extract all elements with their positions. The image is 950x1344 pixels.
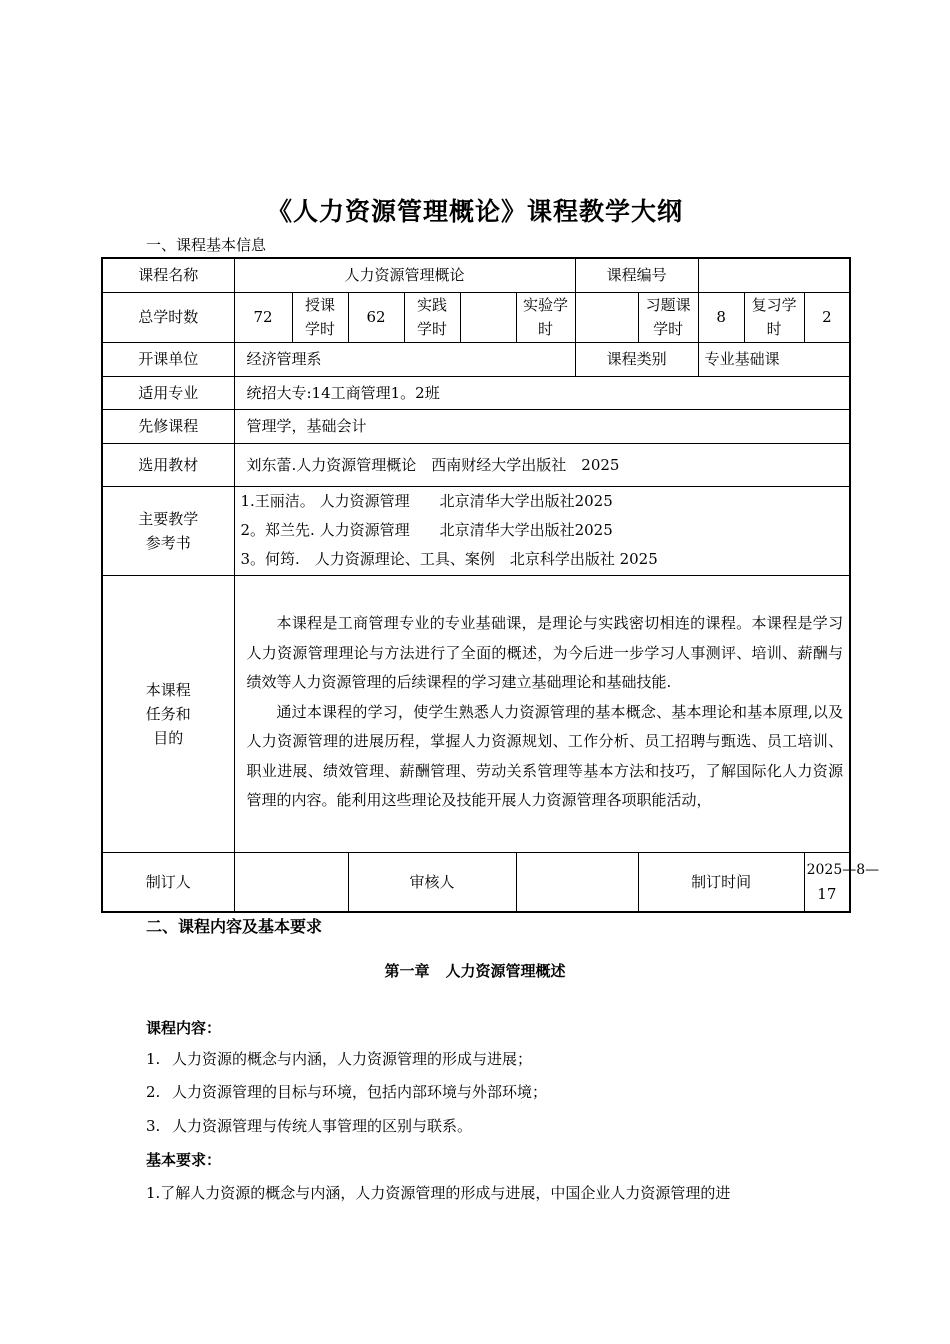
course-code-label: 课程编号: [575, 258, 698, 292]
requirement-item: 1.了解人力资源的概念与内涵，人力资源管理的形成与进展，中国企业人力资源管理的进: [146, 1184, 731, 1202]
chapter-heading: [0, 960, 950, 981]
page-title: 《人力资源管理概论》课程教学大纲: [266, 197, 683, 226]
task-paragraph-2: 通过本课程的学习，使学生熟悉人力资源管理的基本概念、基本理论和基本原理,以及人力资源管理的进展历程，掌握人力资源规划、工作分析、员工招聘与甄选、员工培训、职业进展、绩效管理、薪酬管理、劳动关系管理等基本方法和技巧，了解国际化人力资源管理的内容。能利用这些理论及技能开展人力资源管理各项职能活动，: [246, 702, 844, 810]
exercise-hours-label: 习题课学时: [638, 292, 698, 342]
task-label: [102, 575, 234, 852]
total-hours-label: 总学时数: [102, 292, 234, 342]
prereq-label: 先修课程: [102, 409, 234, 443]
textbook-value: 刘东蕾.人力资源管理概论 西南财经大学出版社 2025: [234, 443, 850, 486]
total-hours-value: 72: [234, 292, 292, 342]
review-hours-value: 2: [804, 292, 850, 342]
textbook-label: 选用教材: [102, 443, 234, 486]
reference-item: 3。何筠. 人力资源理论、工具、案例 北京科学出版社 2025: [240, 550, 658, 568]
reviewer-value: [516, 852, 638, 912]
content-item-number: 3.: [146, 1117, 161, 1135]
date-value-line-1: 2025—8—: [806, 861, 880, 878]
maker-value: [234, 852, 348, 912]
unit-label: 开课单位: [102, 342, 234, 376]
content-item-number: 1.: [146, 1050, 161, 1068]
lecture-hours-value: 62: [348, 292, 404, 342]
requirements-heading-text: 基本要求：: [146, 1151, 222, 1169]
lab-hours-label: 实验学时: [516, 292, 575, 342]
section-heading-basic-info: 一、课程基本信息: [146, 236, 267, 254]
maker-label: 制订人: [102, 852, 234, 912]
lab-hours-value: [575, 292, 638, 342]
review-hours-label: 复习学时: [744, 292, 804, 342]
lecture-hours-label: 授课学时: [292, 292, 348, 342]
content-heading: [146, 1017, 846, 1038]
content-item: [146, 1081, 547, 1102]
category-label: 课程类别: [575, 342, 698, 376]
major-value: 统招大专:14工商管理1。2班: [234, 376, 850, 409]
content-heading-text: 课程内容：: [146, 1019, 222, 1037]
reference-item: 1.王丽洁。 人力资源管理 北京清华大学出版社2025: [240, 492, 613, 510]
content-item-number: 2.: [146, 1083, 161, 1101]
reviewer-label: 审核人: [348, 852, 516, 912]
content-item-text: 人力资源管理与传统人事管理的区别与联系。: [172, 1117, 473, 1135]
task-paragraph-1: 本课程是工商管理专业的专业基础课，是理论与实践密切相连的课程。本课程是学习人力资源管理理论与方法进行了全面的概述，为今后进一步学习人事测评、培训、薪酬与绩效等人力资源管理的后续课程的学习建立基础理论和基础技能.: [246, 614, 844, 692]
unit-value: 经济管理系: [234, 342, 575, 376]
content-item-text: 人力资源管理的目标与环境，包括内部环境与外部环境；: [172, 1083, 548, 1101]
category-value: 专业基础课: [698, 342, 850, 376]
task-label-line-2: 任务和: [145, 704, 191, 723]
date-value-line-2: 17: [817, 884, 837, 903]
course-info-table: [101, 257, 880, 913]
chapter-title: 人力资源管理概述: [445, 962, 566, 980]
date-value: [804, 852, 880, 912]
major-label: 适用专业: [102, 376, 234, 409]
practice-hours-label: 实践学时: [404, 292, 460, 342]
task-label-line-1: 本课程: [145, 680, 191, 699]
course-name-label: 课程名称: [102, 258, 234, 292]
references-label-line-2: 参考书: [145, 533, 191, 552]
date-label: 制订时间: [638, 852, 804, 912]
course-code-value: [698, 258, 850, 292]
references-label: [102, 486, 234, 575]
task-label-line-3: 目的: [153, 728, 184, 747]
references-label-line-1: 主要教学: [138, 509, 199, 528]
prereq-value: 管理学，基础会计: [234, 409, 850, 443]
task-description: [234, 575, 850, 852]
course-name-value: 人力资源管理概论: [234, 258, 575, 292]
references-list: [234, 486, 850, 575]
content-item-text: 人力资源的概念与内涵，人力资源管理的形成与进展；: [172, 1050, 533, 1068]
practice-hours-value: [460, 292, 516, 342]
requirements-heading: [146, 1149, 846, 1170]
chapter-number: 第一章: [384, 962, 430, 980]
section-heading-content: 二、课程内容及基本要求: [146, 917, 323, 936]
content-item: [146, 1048, 532, 1069]
exercise-hours-value: 8: [698, 292, 744, 342]
content-item: [146, 1115, 472, 1136]
reference-item: 2。郑兰先. 人力资源管理 北京清华大学出版社2025: [240, 521, 613, 539]
